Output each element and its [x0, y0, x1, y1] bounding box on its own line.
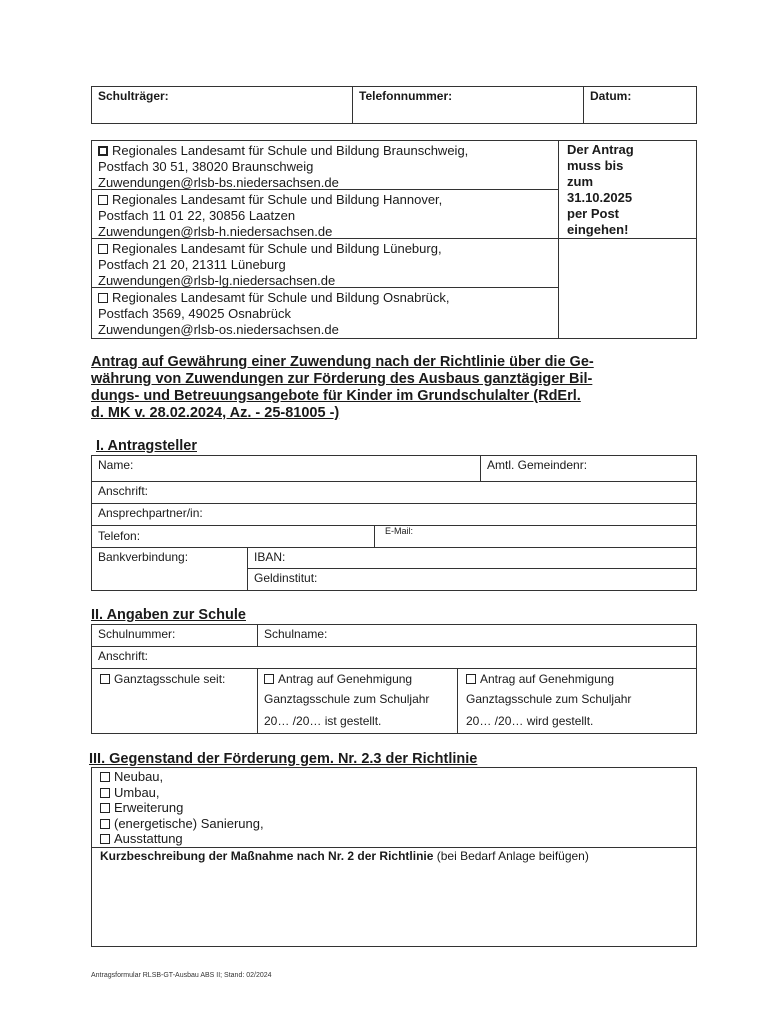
geldinstitut-field[interactable]	[248, 569, 696, 590]
telefonnummer-label: Telefonnummer:	[359, 89, 453, 103]
ansprechpartner-field[interactable]	[92, 504, 696, 526]
office-address: Postfach 21 20, 21311 Lüneburg	[98, 257, 286, 272]
title-line: währung von Zuwendungen zur Förderung des Ausbaus ganztägiger Bil-	[91, 371, 593, 387]
office-email: Zuwendungen@rlsb-h.niedersachsen.de	[98, 224, 333, 239]
title-line: dungs- und Betreuungsangebote für Kinder im Grundschulalter (RdErl.	[91, 388, 581, 404]
option-label: Umbau,	[114, 784, 160, 800]
antrag-gestellt-option[interactable]	[258, 669, 458, 733]
footer-note: Antragsformular RLSB-GT-Ausbau ABS II; Stand: 02/2024	[91, 972, 272, 979]
name-label: Name:	[98, 458, 134, 472]
telefon-label: Telefon:	[98, 529, 141, 543]
ganztagsschule-seit-option[interactable]	[92, 669, 258, 733]
office-list	[92, 141, 559, 338]
gemeindenr-label: Amtl. Gemeindenr:	[487, 458, 588, 472]
option-label: (energetische) Sanierung,	[114, 815, 264, 831]
deadline-date: 31.10.2025	[567, 190, 633, 205]
office-selection-box	[91, 140, 697, 339]
deadline-line: eingehen!	[567, 222, 629, 237]
deadline-line: muss bis	[567, 158, 624, 173]
checkbox-icon[interactable]	[100, 803, 110, 813]
option-ausstattung[interactable]	[100, 831, 688, 847]
office-name: Regionales Landesamt für Schule und Bildung Hannover,	[112, 192, 443, 207]
schul-anschrift-label: Anschrift:	[98, 649, 149, 663]
option-label: Ausstattung	[114, 831, 183, 846]
email-field[interactable]	[375, 526, 696, 548]
ganztagsschule-seit-label: Ganztagsschule seit:	[114, 672, 226, 686]
antrag-wird-gestellt-option[interactable]	[458, 669, 696, 733]
schul-anschrift-field[interactable]	[92, 647, 696, 669]
deadline-line: zum	[567, 174, 593, 189]
option-label: Neubau,	[114, 769, 164, 784]
datum-field[interactable]	[584, 87, 697, 124]
email-label: E-Mail:	[385, 526, 414, 536]
office-email: Zuwendungen@rlsb-bs.niedersachsen.de	[98, 175, 339, 190]
checkbox-icon[interactable]	[100, 834, 110, 844]
name-field[interactable]	[92, 456, 481, 482]
option-erweiterung[interactable]	[100, 800, 688, 816]
iban-field[interactable]	[248, 548, 696, 569]
kurzbeschreibung-field[interactable]	[92, 848, 696, 946]
checkbox-icon[interactable]	[100, 819, 110, 829]
telefon-field[interactable]	[92, 526, 375, 548]
title-line: Antrag auf Gewährung einer Zuwendung nach der Richtlinie über die Ge-	[91, 354, 594, 370]
option-sanierung[interactable]	[100, 816, 688, 832]
section-1-title: I. Antragsteller	[96, 438, 197, 454]
antrag-schuljahr-label: Ganztagsschule zum Schuljahr	[466, 692, 632, 706]
checkbox-icon[interactable]	[466, 674, 476, 684]
office-name: Regionales Landesamt für Schule und Bildung Braunschweig,	[112, 143, 469, 158]
schultraeger-label: Schulträger:	[98, 89, 169, 103]
office-option-lueneburg[interactable]	[92, 239, 558, 288]
school-table	[91, 624, 697, 734]
deadline-line: per Post	[567, 206, 620, 221]
antrag-label: Antrag auf Genehmigung	[278, 672, 413, 686]
office-name: Regionales Landesamt für Schule und Bildung Lüneburg,	[112, 241, 442, 256]
anschrift-field[interactable]	[92, 482, 696, 504]
checkbox-icon[interactable]	[98, 195, 108, 205]
anschrift-label: Anschrift:	[98, 484, 149, 498]
checkbox-icon[interactable]	[98, 293, 108, 303]
geldinstitut-label: Geldinstitut:	[254, 571, 318, 585]
title-line: d. MK v. 28.02.2024, Az. - 25-81005 -)	[91, 405, 340, 421]
office-email: Zuwendungen@rlsb-os.niedersachsen.de	[98, 322, 339, 337]
checkbox-icon[interactable]	[100, 674, 110, 684]
antrag-status-label: 20… /20… wird gestellt.	[466, 714, 594, 728]
schulnummer-field[interactable]	[92, 625, 258, 647]
funding-subject-table	[91, 767, 697, 947]
option-neubau[interactable]	[100, 769, 688, 785]
checkbox-icon[interactable]	[100, 772, 110, 782]
checkbox-icon[interactable]	[98, 244, 108, 254]
office-address: Postfach 11 01 22, 30856 Laatzen	[98, 208, 296, 223]
option-label: Erweiterung	[114, 800, 184, 815]
antrag-schuljahr-label: Ganztagsschule zum Schuljahr	[264, 692, 430, 706]
kurzbeschreibung-hint: (bei Bedarf Anlage beifügen)	[433, 849, 589, 863]
checkbox-icon[interactable]	[100, 788, 110, 798]
iban-label: IBAN:	[254, 550, 286, 564]
schultraeger-field[interactable]	[92, 87, 353, 124]
bankverbindung-text: Bankverbindung:	[98, 550, 189, 564]
checkbox-icon[interactable]	[98, 146, 108, 156]
datum-label: Datum:	[590, 89, 632, 103]
checkbox-icon[interactable]	[264, 674, 274, 684]
applicant-table	[91, 455, 697, 591]
option-umbau[interactable]	[100, 785, 688, 801]
telefonnummer-field[interactable]	[353, 87, 584, 124]
section-3-title: III. Gegenstand der Förderung gem. Nr. 2.3 der Richtlinie	[89, 751, 478, 767]
schulname-field[interactable]	[258, 625, 696, 647]
kurzbeschreibung-label: Kurzbeschreibung der Maßnahme nach Nr. 2 der Richtlinie	[100, 849, 434, 863]
office-option-osnabrueck[interactable]	[92, 288, 558, 338]
office-address: Postfach 30 51, 38020 Braunschweig	[98, 159, 314, 174]
ansprechpartner-label: Ansprechpartner/in:	[98, 506, 203, 520]
antrag-status-label: 20… /20… ist gestellt.	[264, 714, 382, 728]
antrag-label: Antrag auf Genehmigung	[480, 672, 615, 686]
schulnummer-label: Schulnummer:	[98, 627, 176, 641]
schulname-label: Schulname:	[264, 627, 328, 641]
section-2-title: II. Angaben zur Schule	[91, 607, 246, 623]
office-option-braunschweig[interactable]	[92, 141, 558, 190]
main-title	[91, 354, 697, 422]
header-fields-table	[91, 86, 697, 124]
gemeindenr-field[interactable]	[481, 456, 696, 482]
funding-options	[92, 768, 696, 848]
office-address: Postfach 3569, 49025 Osnabrück	[98, 306, 291, 321]
office-name: Regionales Landesamt für Schule und Bildung Osnabrück,	[112, 290, 450, 305]
office-email: Zuwendungen@rlsb-lg.niedersachsen.de	[98, 273, 336, 288]
bankverbindung-label	[92, 548, 248, 590]
deadline-line: Der Antrag	[567, 142, 634, 157]
office-option-hannover[interactable]	[92, 190, 558, 239]
deadline-notice	[559, 141, 696, 239]
